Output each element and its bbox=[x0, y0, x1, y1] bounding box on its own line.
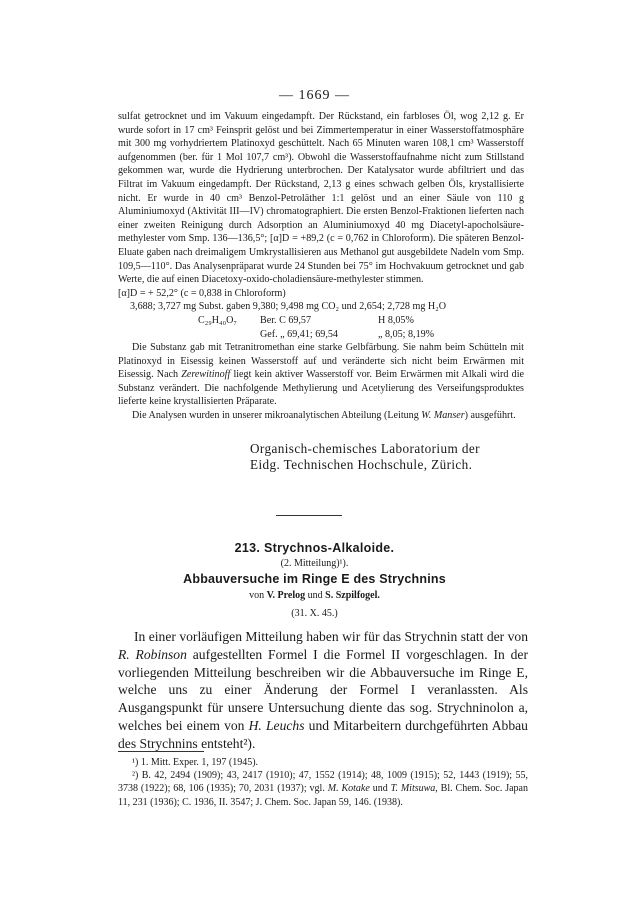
text-run: ) ausgeführt. bbox=[464, 410, 516, 422]
experimental-paragraph: sulfat getrocknet und im Vakuum eingedampft. Der Rückstand, ein farbloses Öl, wog 2,12 g. Er wurde sofort in 17 cm³ Feinsprit gelöst und bei Zimmertemperatur in einer Wasserstoffatmosphäre mit 300 mg vorhydriertem Platinoxyd geschüttelt. Nach 65 Minuten waren 108,1 cm³ Wasserstoff aufgenommen (ber. für 1 Mol 107,7 cm³). Obwohl die Wasserstoffaufnahme nicht zum Stillstand gekommen war, wurde die Hydrierung unterbrochen. Der Katalysator wurde abfiltriert und das Filtrat im Vakuum eingedampft. Der Rückstand, 2,13 g eines schwach gelben Öls, krystallisierte nicht. Er wurde in 40 cm³ Benzol-Petroläther 1:1 gelöst und an einer Säule von 110 g Aluminiumoxyd (Aktivität III—IV) chromatographiert. Die ersten Benzol-Fraktionen lieferten nach einer zweiten Reinigung durch Adsorption an Aluminiumoxyd 40 mg Diacetyl-apocholsäure-methylester vom Smp. 136—136,5°; [α]D = +89,2 (c = 0,762 in Chloroform). Die späteren Benzol-Eluate gaben nach dreimaligem Umkrystallisieren aus Methanol gut ausgebildete Nadeln vom Smp. 109,5—110°. Das Analysenpräparat wurde 24 Stunden bei 75° im Hochvakuum getrocknet und gab Werte, die auf einen Diacetoxy-oxido-choladiensäure-methylester stimmen. bbox=[118, 111, 524, 286]
footnote-divider bbox=[118, 751, 204, 752]
footnotes bbox=[118, 756, 528, 809]
text-run: Die Analysen wurden in unserer mikroanalytischen Abteilung (Leitung bbox=[132, 410, 422, 422]
article-authors bbox=[0, 590, 629, 601]
calculated-hydrogen: H 8,05% bbox=[378, 314, 414, 326]
calculated-values bbox=[198, 314, 524, 328]
property-paragraph bbox=[118, 341, 524, 409]
author-name: S. Szpilfogel. bbox=[325, 590, 380, 601]
person-name: W. Manser bbox=[421, 410, 465, 422]
text-run: ²) B. 42, 2494 (1909); 43, 2417 (1910); 47, 1552 (1914); 48, 1009 (1915); 52, 1443 (1919); 55, 3738 (1922); 68, 106 (1935); 70, 2031 (1937); vgl. bbox=[118, 770, 528, 795]
body-paragraph bbox=[118, 628, 528, 753]
person-name: H. Leuchs bbox=[248, 717, 305, 733]
lab-line: Organisch-chemisches Laboratorium der bbox=[250, 441, 480, 456]
experimental-section bbox=[118, 110, 524, 423]
article-subtitle: (2. Mitteilung)¹). bbox=[280, 558, 349, 569]
analysis-line: 3,688; 3,727 mg Subst. gaben 9,380; 9,498 mg CO₂ und 2,654; 2,728 mg H₂O bbox=[130, 301, 447, 313]
article-number-title: 213. Strychnos-Alkaloide. bbox=[234, 541, 395, 555]
text-run: aufgestellten Formel I die Formel II vorgeschlagen. In der vorliegenden Mitteilung beschreiben wir die Abbauversuche im Ringe E, welche uns zu einer Änderung der Formel I veranlassten. Als Ausgangspunkt für unsere Untersuchung diente das sog. Strychninolon a, welches bei einem von bbox=[118, 646, 528, 733]
lab-line: Eidg. Technischen Hochschule, Zürich. bbox=[250, 457, 473, 472]
text-run: liegt kein aktiver Wasserstoff vor. Beim Erwärmen mit Alkali wird die Substanz verändert. Die nachfolgende Methylierung und Acetylierung des Verseifungsproduktes lieferte keine krystallisierten Präparate. bbox=[118, 369, 524, 408]
person-name: T. Mitsuwa bbox=[390, 783, 436, 795]
text-run: Die Substanz gab mit Tetranitromethan eine starke Gelbfärbung. Sie nahm beim Schütteln mit Platinoxyd in Eisessig keinen Wasserstoff auf und veränderte sich nicht beim Erwärmen mit Eisessig. Nach bbox=[118, 342, 524, 381]
footnote-1: ¹) 1. Mitt. Exper. 1, 197 (1945). bbox=[132, 757, 259, 768]
text-run: und bbox=[305, 590, 326, 601]
analysis-note bbox=[118, 409, 524, 423]
calculated-carbon: Ber. C 69,57 bbox=[260, 314, 312, 326]
footnote-2 bbox=[118, 769, 528, 809]
found-hydrogen: „ 8,05; 8,19% bbox=[378, 328, 435, 340]
text-run: In einer vorläufigen Mitteilung haben wir für das Strychnin statt der von bbox=[134, 629, 528, 644]
found-values bbox=[260, 328, 524, 342]
text-run: und bbox=[369, 783, 391, 795]
text-run: von bbox=[249, 590, 267, 601]
received-date: (31. X. 45.) bbox=[291, 608, 338, 619]
article-body bbox=[118, 628, 528, 753]
person-name: M. Kotake bbox=[327, 783, 370, 795]
section-divider bbox=[276, 515, 342, 516]
text-run: und Mitarbeitern durchgeführten Abbau des Strychnins entsteht²). bbox=[118, 717, 528, 751]
optical-rotation: [α]D = + 52,2° (c = 0,838 in Chloroform) bbox=[118, 287, 286, 299]
person-name: R. Robinson bbox=[118, 646, 187, 662]
molecular-formula: C₂₉H₄₀O₇ bbox=[198, 314, 237, 326]
found-carbon: Gef. „ 69,41; 69,54 bbox=[260, 328, 338, 340]
person-name: Zerewitinoff bbox=[181, 369, 231, 381]
article-main-title: Abbauversuche im Ringe E des Strychnins bbox=[183, 572, 446, 586]
author-name: V. Prelog bbox=[266, 590, 306, 601]
laboratory-affiliation bbox=[250, 441, 530, 473]
text-run: , Bl. Chem. Soc. Japan 11, 231 (1936); C. 1936, II. 3547; J. Chem. Soc. Japan 59, 146. (1938). bbox=[118, 783, 528, 808]
page-number: — 1669 — bbox=[279, 88, 350, 103]
